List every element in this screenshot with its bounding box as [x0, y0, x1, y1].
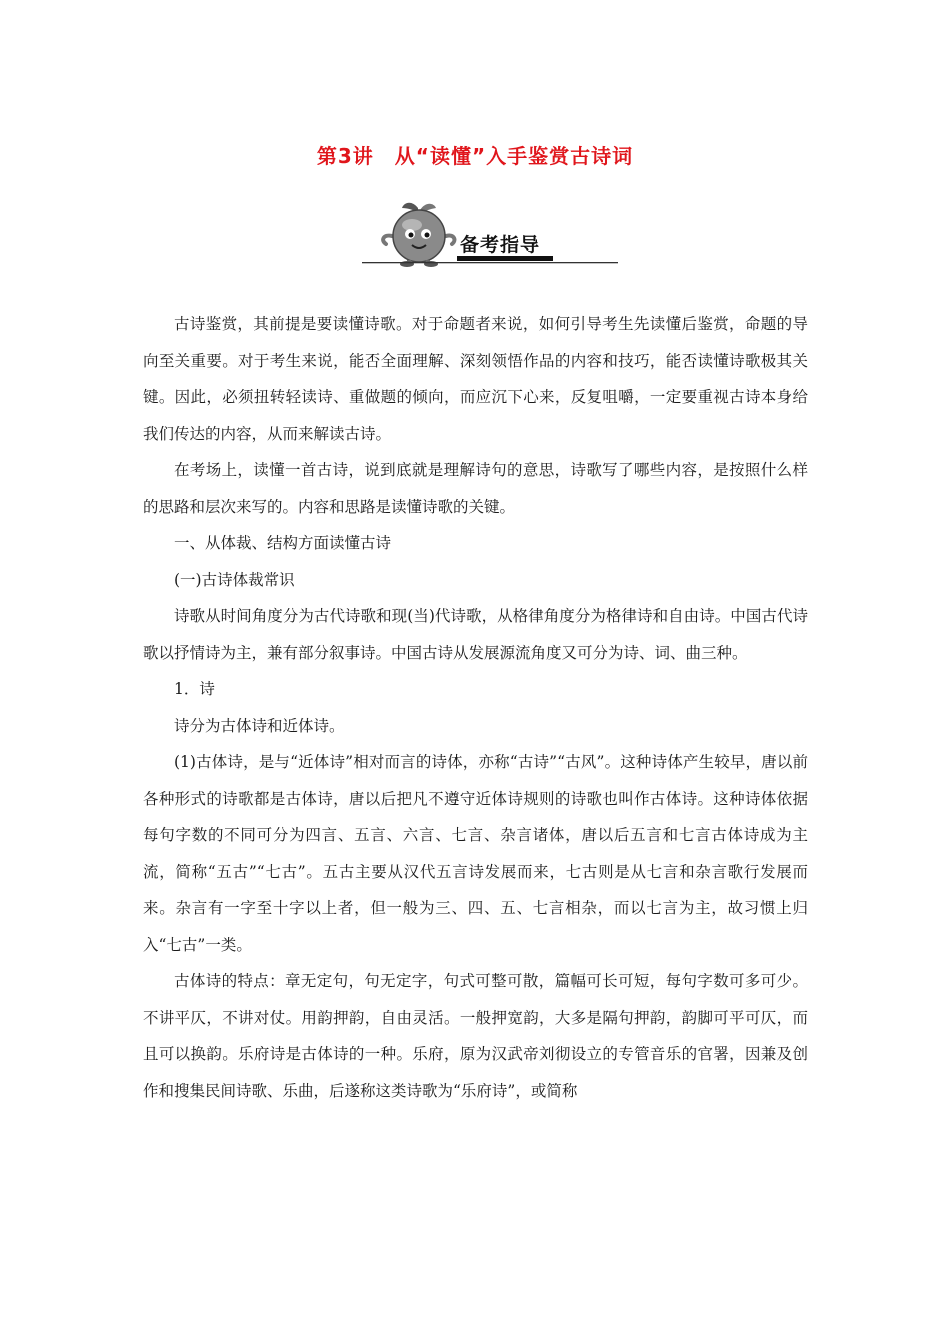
page-title: 第3讲 从“读懂”入手鉴赏古诗词 — [316, 144, 634, 168]
section-heading: 一、从体裁、结构方面读懂古诗 — [174, 534, 392, 552]
paragraph: 在考场上，读懂一首古诗，说到底就是理解诗句的意思，诗歌写了哪些内容，是按照什么样的思路和层次来写的。内容和思路是读懂诗歌的关键。 — [143, 461, 808, 516]
paragraph: 诗歌从时间角度分为古代诗歌和现(当)代诗歌，从格律角度分为格律诗和自由诗。中国古代诗歌以抒情诗为主，兼有部分叙事诗。中国古诗从发展源流角度又可分为诗、词、曲三种。 — [143, 607, 808, 662]
numbered-heading: 1．诗 — [174, 680, 215, 698]
paragraph: (1)古体诗，是与“近体诗”相对而言的诗体，亦称“古诗”“古风”。这种诗体产生较早，唐以前各种形式的诗歌都是古体诗，唐以后把凡不遵守近体诗规则的诗歌也叫作古体诗。这种诗体依据每句字数的不同可分为四言、五言、六言、七言、杂言诸体，唐以后五言和七言古体诗成为主流，简称“五古”“七古”。五古主要从汉代五言诗发展而来，七古则是从七言和杂言歌行发展而来。杂言有一字至十字以上者，但一般为三、四、五、七言相杂，而以七言为主，故习惯上归入“七古”一类。 — [143, 753, 808, 954]
section-banner — [360, 198, 620, 268]
paragraph: 古体诗的特点：章无定句，句无定字，句式可整可散，篇幅可长可短，每句字数可多可少。不讲平仄，不讲对仗。用韵押韵，自由灵活。一般押宽韵，大多是隔句押韵，韵脚可平可仄，而且可以换韵。乐府诗是古体诗的一种。乐府，原为汉武帝刘彻设立的专管音乐的官署，因兼及创作和搜集民间诗歌、乐曲，后遂称这类诗歌为“乐府诗”，或简称 — [143, 972, 808, 1100]
body-content — [143, 306, 808, 1109]
paragraph: 诗分为古体诗和近体诗。 — [174, 716, 345, 735]
banner-label: 备考指导 — [460, 234, 541, 256]
subsection-heading: (一)古诗体裁常识 — [174, 570, 295, 589]
paragraph: 古诗鉴赏，其前提是要读懂诗歌。对于命题者来说，如何引导考生先读懂后鉴赏，命题的导向至关重要。对于考生来说，能否全面理解、深刻领悟作品的内容和技巧，能否读懂诗歌极其关键。因此，必须扭转轻读诗、重做题的倾向，而应沉下心来，反复咀嚼，一定要重视古诗本身给我们传达的内容，从而来解读古诗。 — [143, 315, 808, 443]
